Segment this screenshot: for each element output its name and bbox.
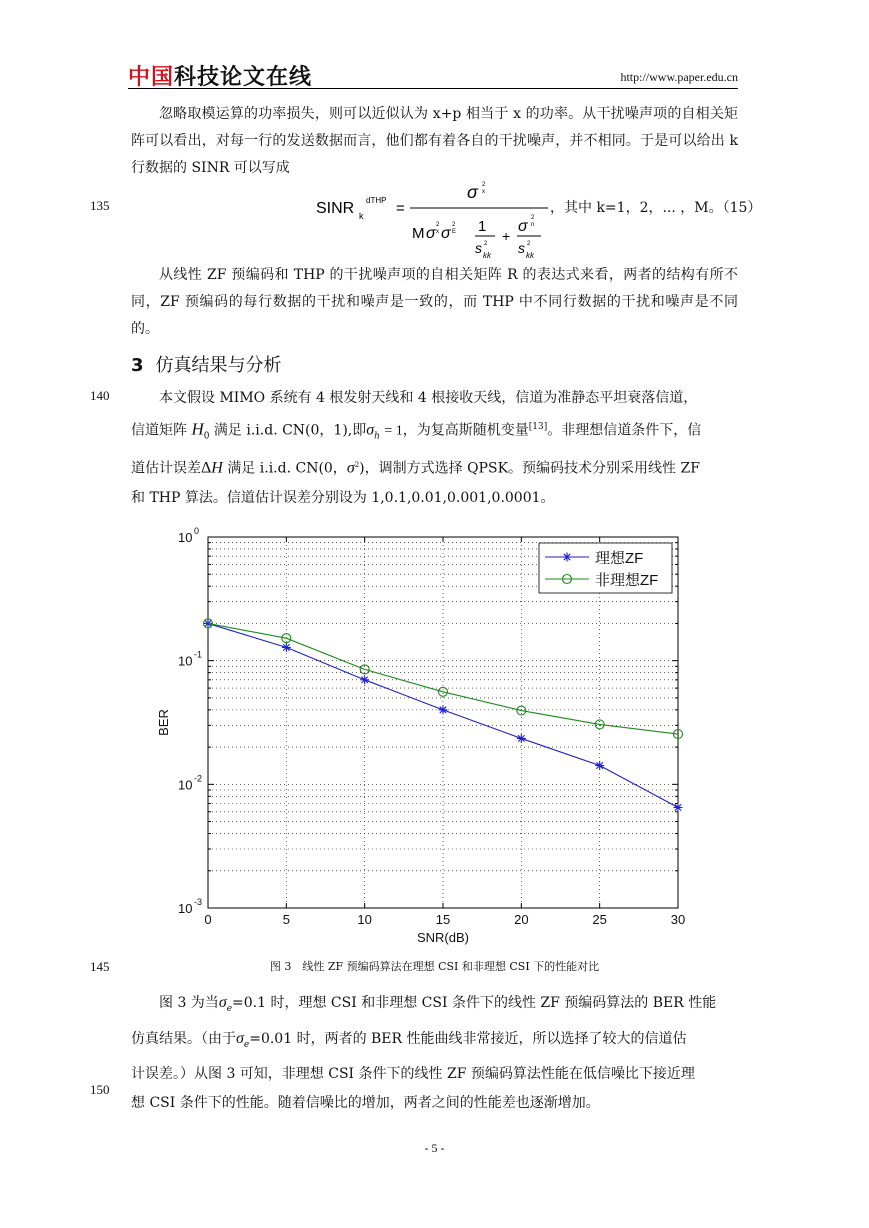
y-axis-label: BER — [156, 709, 171, 736]
paragraph-4 — [131, 988, 738, 1118]
data-point-asterisk — [595, 761, 604, 770]
eq-den-s1: s — [475, 240, 482, 256]
svg-text:2: 2 — [482, 182, 486, 188]
ber-chart — [150, 520, 710, 950]
paragraph-3 — [131, 384, 738, 513]
x-tick-label: 25 — [592, 912, 607, 927]
section-heading — [131, 351, 282, 377]
svg-text:2: 2 — [527, 241, 531, 247]
paragraph-1: 忽略取模运算的功率损失，则可以近似认为 x+p 相当于 x 的功率。从干扰噪声项的自相关矩阵可以看出，对每一行的发送数据而言，他们都有着各自的干扰噪声，并不相同。于是可以给出 k 行数据的 SINR 可以写成 — [131, 106, 738, 176]
svg-text:n: n — [531, 222, 535, 228]
p3-line3: 道估计误差ΔH 满足 i.i.d. CN(0，$\sigma^2$)，调制方式选择 QPSK。预编码技术分别采用线性 ZF — [131, 460, 700, 478]
y-tick-label: 10 — [178, 530, 193, 545]
eq-lhs: SINR — [316, 200, 355, 217]
eq-numerator: σ — [467, 182, 478, 202]
figure-caption: 图 3 线性 ZF 预编码算法在理想 CSI 和非理想 CSI 下的性能对比 — [269, 960, 600, 973]
line-number-150: 150 — [90, 1082, 110, 1097]
svg-text:2: 2 — [452, 222, 456, 228]
p4-line4: 想 CSI 条件下的性能。随着信噪比的增加，两者之间的性能差也逐渐增加。 — [131, 1094, 600, 1111]
logo-black-text: 科技论文在线 — [174, 65, 313, 90]
p4-line3: 计误差。）从图 3 可知，非理想 CSI 条件下的线性 ZF 预编码算法性能在低信噪比下接近理 — [131, 1065, 695, 1082]
section-number: 3 — [131, 355, 144, 376]
legend-label: 非理想ZF — [595, 572, 659, 589]
svg-text:x: x — [482, 189, 485, 195]
data-point-asterisk — [674, 803, 683, 812]
paragraph-2: 从线性 ZF 预编码和 THP 的干扰噪声项的自相关矩阵 R 的表达式来看，两者的结构有所不同，ZF 预编码的每行数据的干扰和噪声是一致的，而 THP 中不同行数据的干扰和噪声是不同的。 — [131, 267, 738, 337]
y-tick-exponent: -1 — [194, 649, 203, 660]
data-point-asterisk — [360, 675, 369, 684]
eq-den-M: M — [412, 225, 425, 242]
eq-lhs-sup: dTHP — [366, 196, 387, 205]
legend-label: 理想ZF — [595, 550, 644, 567]
page-number: - 5 - — [424, 1141, 445, 1155]
svg-text:E: E — [452, 229, 457, 235]
y-tick-label: 10 — [178, 653, 193, 669]
x-tick-label: 30 — [670, 912, 686, 927]
svg-text:σ: σ — [518, 218, 528, 235]
eq-lhs-sub: k — [359, 211, 364, 221]
svg-text:2: 2 — [436, 222, 440, 228]
y-tick-label: 10 — [178, 901, 193, 916]
p3-line2: 信道矩阵 $H_0$ 满足 i.i.d. CN(0，1),即$\sigma_h = 1$，为复高斯随机变量[13]。非理想信道条件下，信 — [131, 419, 702, 442]
svg-text:+: + — [502, 228, 511, 244]
line-number-145: 145 — [90, 959, 110, 974]
eq-den-kk1: kk — [483, 251, 491, 260]
section-title: 仿真结果与分析 — [155, 355, 282, 376]
equation-svg — [300, 170, 750, 265]
x-tick-label: 0 — [204, 912, 212, 927]
eq-den-one: 1 — [478, 218, 487, 235]
journal-logo — [128, 60, 312, 91]
data-point-asterisk — [563, 553, 572, 562]
svg-text:σ: σ — [441, 225, 451, 242]
data-point-asterisk — [282, 643, 291, 652]
y-tick-exponent: 0 — [194, 526, 200, 536]
logo-red-text: 中国 — [128, 65, 175, 90]
svg-text:σ: σ — [426, 225, 436, 242]
svg-text:x: x — [436, 229, 439, 235]
p4-line2: 仿真结果。（由于$\sigma_e=0.01$ 时，两者的 BER 性能曲线非常接近，所以选择了较大的信道估 — [131, 1029, 687, 1050]
x-tick-label: 5 — [282, 912, 290, 927]
y-tick-exponent: -2 — [194, 773, 203, 784]
header-rule — [128, 88, 738, 89]
svg-text:2: 2 — [531, 215, 535, 221]
y-tick-exponent: -3 — [194, 897, 203, 907]
svg-text:2: 2 — [484, 241, 488, 247]
x-axis-label: SNR(dB) — [416, 930, 470, 945]
line-number-140: 140 — [90, 388, 110, 403]
data-point-asterisk — [439, 705, 448, 714]
x-tick-label: 10 — [357, 912, 372, 927]
eq-tail: ，其中 k=1，2，... ，M。（15） — [550, 200, 762, 216]
p3-line1: 本文假设 MIMO 系统有 4 根发射天线和 4 根接收天线，信道为准静态平坦衰落信道， — [159, 390, 698, 406]
citation-13[interactable]: [13] — [528, 422, 548, 432]
x-tick-label: 20 — [514, 912, 529, 927]
header-url[interactable]: http://www.paper.edu.cn — [620, 70, 738, 84]
y-tick-label: 10 — [178, 777, 193, 793]
eq-den-s2: s — [518, 240, 525, 256]
p3-line4: 和 THP 算法。信道估计误差分别设为 1,0.1,0.01,0.001,0.0001。 — [131, 490, 555, 507]
equation-15 — [300, 170, 762, 265]
svg-text:=: = — [396, 200, 405, 217]
x-tick-label: 15 — [435, 912, 451, 927]
eq-den-kk2: kk — [526, 251, 534, 260]
p4-line1: 图 3 为当$\sigma_e=0.1$ 时，理想 CSI 和非理想 CSI 条件下的线性 ZF 预编码算法的 BER 性能 — [159, 994, 717, 1014]
data-point-asterisk — [517, 734, 526, 743]
line-number-135: 135 — [90, 198, 110, 213]
